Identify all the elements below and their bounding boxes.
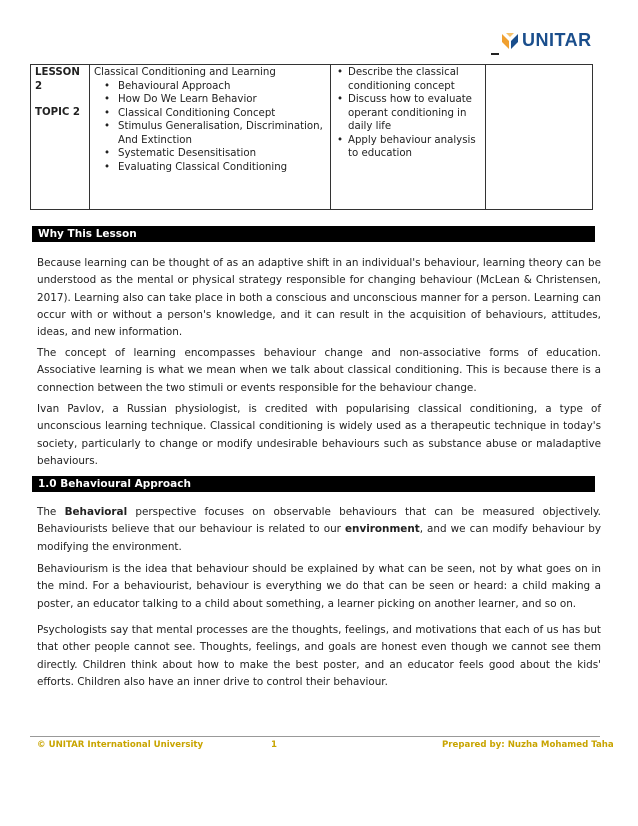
paragraph: Because learning can be thought of as an adaptive shift in an individual's behaviour, learning theory can be understood as the mental or physical strategy responsible for changing behaviour (McLean & Christensen, 2017). Learning also can take place in both a conscious and unconscious manner for a person. Learning can occur with or without a person's knowledge, and it can result in the acquisition of behaviours, attitudes, ideas, and new information.	[37, 257, 601, 339]
paragraph: The concept of learning encompasses behaviour change and non-associative forms of education. Associative learning is what we mean when we talk about classical conditioning. This is because there is a connection between the two stimuli or events responsible for the behaviour change.	[37, 347, 601, 394]
paragraph	[37, 504, 601, 556]
page-number: 1	[271, 740, 277, 750]
footer-divider	[30, 736, 600, 737]
list-item: • Behavioural Approach	[94, 80, 326, 94]
text-run: , and we can modify behaviour by modifying the environment.	[37, 523, 602, 553]
outcomes-cell	[331, 65, 486, 210]
list-item: • Stimulus Generalisation, Discrimination, And Extinction	[94, 120, 326, 147]
paragraph: Psychologists say that mental processes are the thoughts, feelings, and motivations that each of us has but that other people cannot see. Thoughts, feelings, and goals are honest even though we cannot see them directly. Children think about how to make the best poster, and an educator feels good about the kids' efforts. Children also have an inner drive to control their behaviour.	[37, 624, 601, 688]
logo-underline	[491, 53, 499, 55]
text-run: The	[37, 506, 65, 518]
paragraph: Ivan Pavlov, a Russian physiologist, is credited with popularising classical conditioning, a type of unconscious learning technique. Classical conditioning is widely used as a therapeutic technique in today's society, particularly to change or modify undesirable behaviours such as substance abuse or maladaptive behaviours.	[37, 403, 601, 467]
unitar-logo	[500, 30, 592, 51]
list-item: • Apply behaviour analysis to education	[335, 134, 481, 161]
topics-cell	[90, 65, 331, 210]
list-item: • Systematic Desensitisation	[94, 147, 326, 161]
section-heading-why: Why This Lesson	[32, 226, 595, 242]
text-run: perspective focuses on observable behaviours that can be measured objectively. Behaviourists believe that our behaviour is related to our	[37, 506, 601, 536]
lesson-label: LESSON 2	[35, 67, 80, 92]
outcome-list	[335, 66, 481, 161]
list-item: • How Do We Learn Behavior	[94, 93, 326, 107]
topic-title: Classical Conditioning and Learning	[94, 67, 276, 78]
bold-term: environment	[345, 523, 420, 536]
empty-cell	[486, 65, 593, 210]
lesson-cell	[31, 65, 90, 210]
footer-author: Prepared by: Nuzha Mohamed Taha	[442, 740, 614, 750]
bold-term: Behavioral	[64, 506, 128, 518]
topic-label: TOPIC 2	[35, 107, 80, 118]
footer-university: © UNITAR International University	[37, 740, 204, 750]
list-item: • Classical Conditioning Concept	[94, 107, 326, 121]
section-heading-behavioural: 1.0 Behavioural Approach	[32, 476, 595, 492]
topic-list	[94, 80, 326, 175]
list-item: • Describe the classical conditioning concept	[335, 66, 481, 93]
lesson-overview-table	[30, 64, 593, 210]
list-item: • Discuss how to evaluate operant conditioning in daily life	[335, 93, 481, 134]
list-item: • Evaluating Classical Conditioning	[94, 161, 326, 175]
logo-text: UNITAR	[522, 30, 592, 50]
paragraph: Behaviourism is the idea that behaviour should be explained by what can be seen, not by what goes on in the mind. For a behaviourist, behaviour is everything we do that can be seen or heard: a child making a poster, an educator talking to a child about something, a learner picking on another learner, and so on.	[37, 563, 601, 610]
unitar-logo-icon	[500, 31, 520, 51]
